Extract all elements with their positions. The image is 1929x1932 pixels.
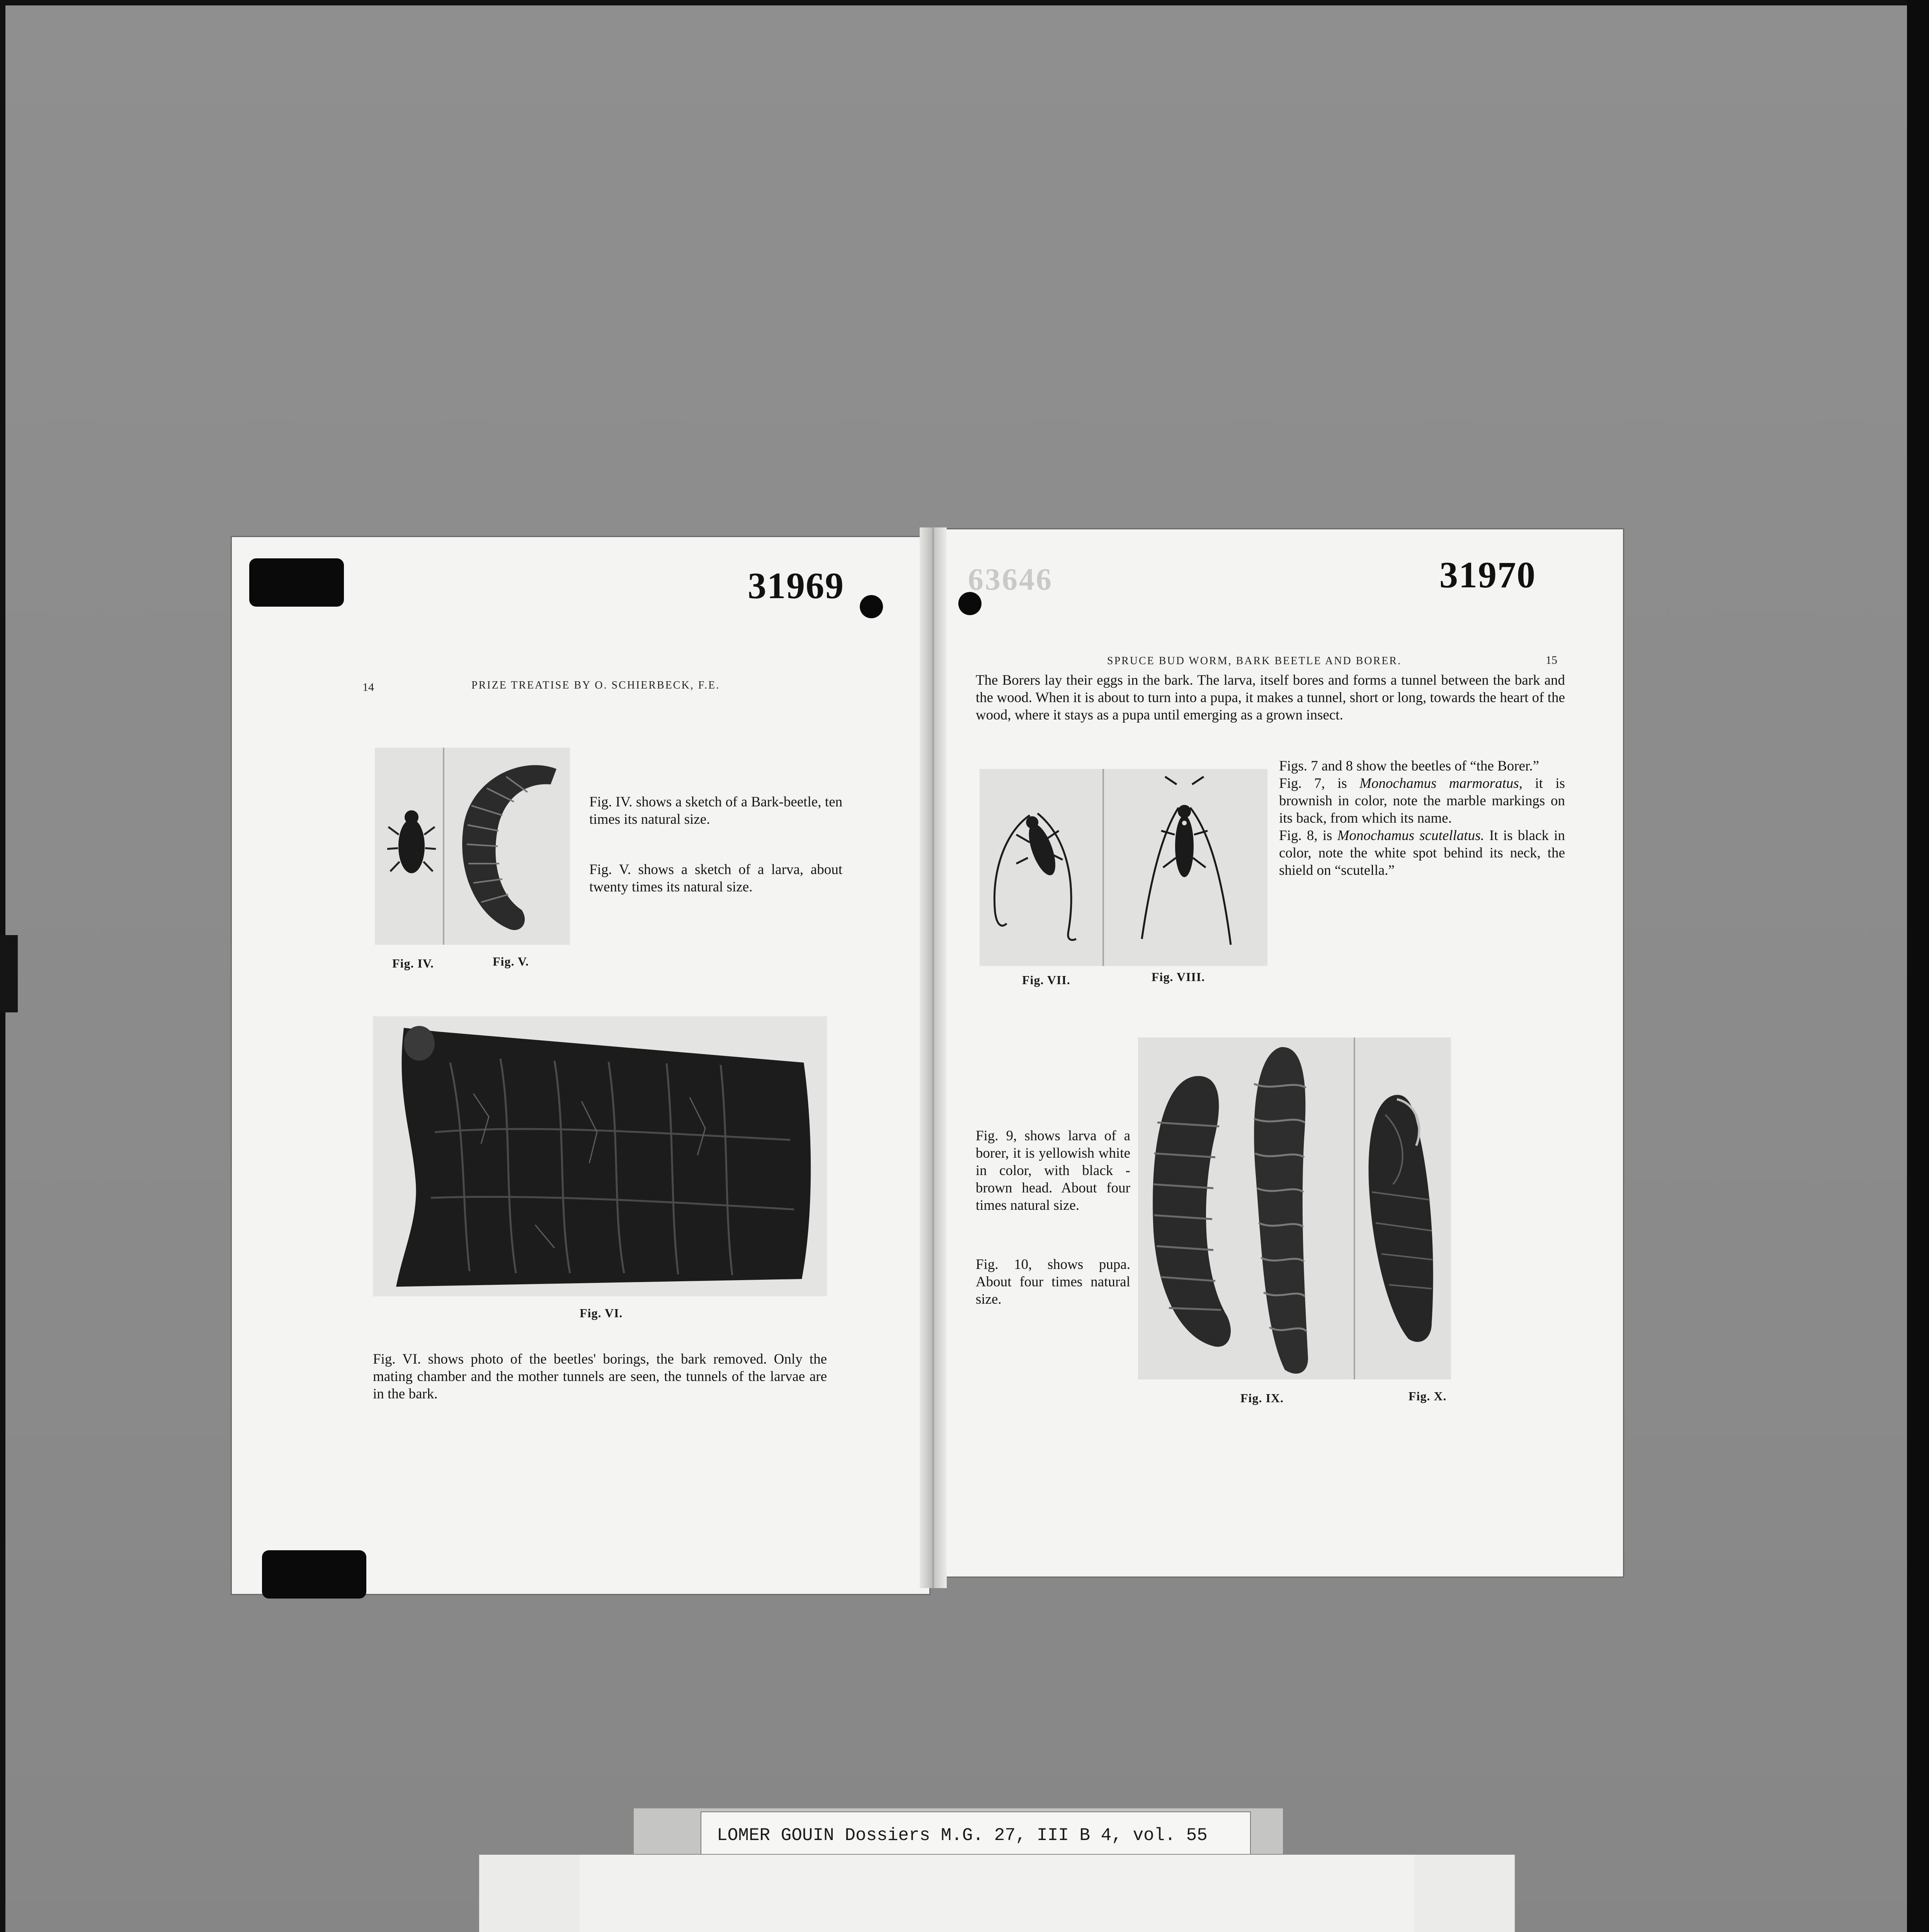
beetle-and-larva-image [375,748,570,945]
figure-ix-x-photo [1138,1037,1451,1379]
fig-8-species: Monochamus scutellatus. [1337,828,1484,844]
figs-7-8-lead: Figs. 7 and 8 show the beetles of “the Borer.” [1279,758,1539,774]
board-notch [0,935,18,1012]
figure-vi-photo [373,1016,827,1296]
bark-borings-image [373,1016,827,1296]
fig-7-species: Monochamus marmoratus, [1359,776,1523,791]
fig-8-description [1279,827,1565,879]
stamp-number: 31970 [1439,554,1536,595]
fig-8-prefix: Fig. 8, is [1279,828,1337,844]
archives-label [479,1855,1515,1932]
figure-iv-v-photo [375,748,570,945]
punch-hole [860,595,883,618]
caption-fig-vii: Fig. VII. [1022,973,1070,987]
stamp-number: 31969 [748,565,844,606]
caption-fig-ix: Fig. IX. [1240,1391,1284,1405]
fig-7-prefix: Fig. 7, is [1279,776,1360,791]
caption-fig-iv: Fig. IV. [392,956,434,970]
borer-species-text [1279,757,1565,879]
fig-7-rest: it is brownish in color, note the marble markings on its back, from which its name. [1279,776,1565,826]
reference-label [701,1812,1250,1861]
fig-7-description [1279,775,1565,827]
left-page [232,537,929,1594]
fig-v-description: Fig. V. shows a sketch of a larva, about twenty times its natural size. [589,862,842,895]
figure-vii-viii-photo [980,769,1267,966]
caption-fig-v: Fig. V. [493,954,529,968]
board-edge-right [1907,0,1929,1932]
fig-10-description: Fig. 10, shows pupa. About four times natural size. [976,1257,1130,1307]
caption-fig-x: Fig. X. [1408,1389,1447,1403]
open-book [232,520,1623,1577]
right-page [929,529,1623,1577]
faded-stamp-number: 63646 [968,563,1053,597]
borers-intro-text: The Borers lay their eggs in the bark. The larva, itself bores and forms a tunnel between the bark and the wood. When it is about to turn into a pupa, it makes a tunnel, short or long, towards the heart of the wood, where it stays as a pupa until emerging as a grown insect. [976,672,1565,723]
archives-label-panel [580,1855,1414,1932]
fig-vi-description: Fig. VI. shows photo of the beetles' borings, the bark removed. Only the mating chamber and the mother tunnels are seen, the tunnels of the larvae are in the bark. [373,1351,827,1402]
mounting-tab-top [249,558,344,607]
book-gutter [920,527,947,1588]
fig-8-rest: It is black in color, note the white spot behind its neck, the shield on “scutella.” [1279,828,1565,878]
reference-text: LOMER GOUIN Dossiers M.G. 27, III B 4, vol. 55 [717,1825,1208,1845]
larva-and-pupa-image [1138,1037,1451,1379]
mounting-tab-bottom [262,1550,366,1599]
caption-fig-viii: Fig. VIII. [1152,970,1205,984]
caption-fig-vi: Fig. VI. [580,1306,623,1320]
running-head: SPRUCE BUD WORM, BARK BEETLE AND BORER. [1107,655,1402,667]
page-number: 15 [1546,654,1557,667]
page-number: 14 [362,681,374,694]
borer-beetles-image [980,769,1267,966]
fig-9-description: Fig. 9, shows larva of a borer, it is yellowish white in color, with black - brown head. About four times natural size. [976,1128,1130,1213]
running-head: PRIZE TREATISE BY O. SCHIERBECK, F.E. [471,679,720,691]
fig-iv-description: Fig. IV. shows a sketch of a Bark-beetle, ten times its natural size. [589,794,842,827]
